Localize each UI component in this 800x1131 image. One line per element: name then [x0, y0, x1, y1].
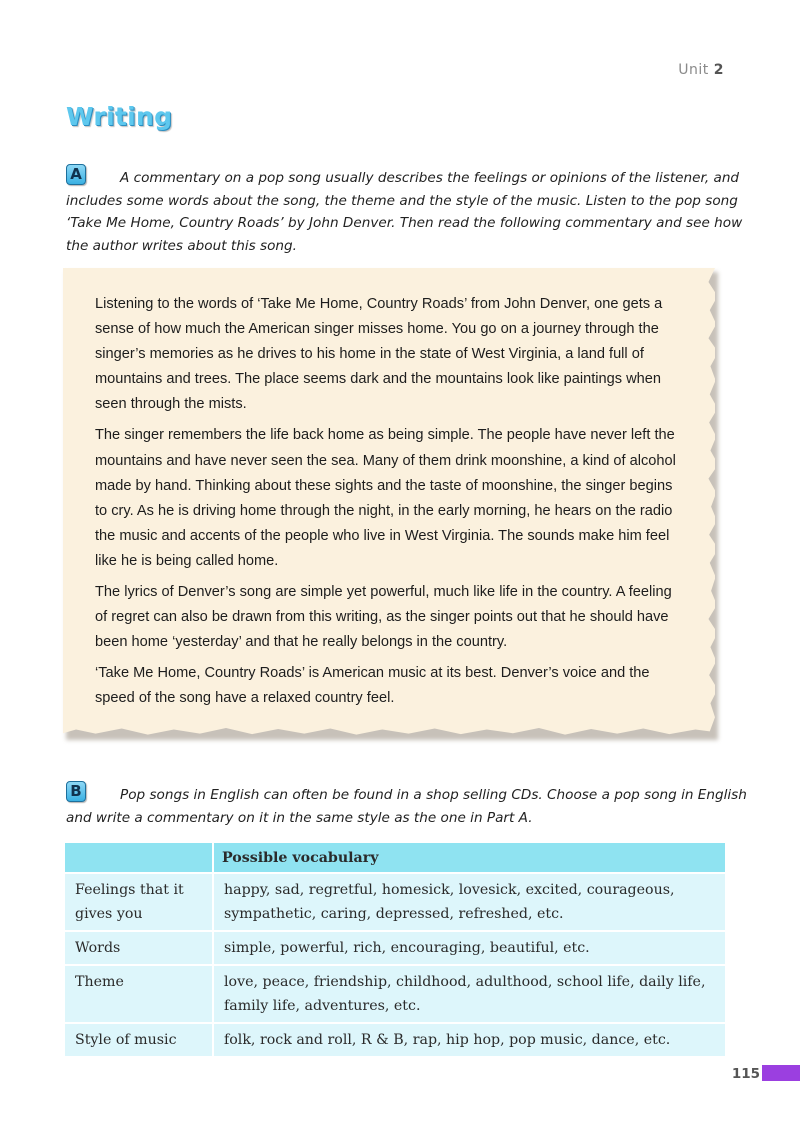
part-a-line-4: the author writes about this song. — [66, 237, 297, 254]
table-row — [65, 873, 725, 931]
row-vocab: love, peace, friendship, childhood, adulthood, school life, daily life, family life, adventures, etc. — [213, 965, 725, 1023]
commentary-paragraph: Listening to the words of ‘Take Me Home, Country Roads’ from John Denver, one gets a sense of how much the American singer misses home. You go on a journey through the singer’s memories as he drives to his home in the state of West Virginia, a land full of mountains and trees. The place seems dark and the mountains look like paintings when seen through the mists. — [95, 296, 663, 413]
row-label: Feelings that it gives you — [65, 873, 213, 931]
unit-label — [678, 62, 724, 78]
part-a-badge: A — [66, 164, 86, 185]
part-b-line-1: Pop songs in English can often be found in a shop selling CDs. Choose a pop song in English — [120, 787, 747, 803]
commentary-text — [95, 292, 685, 718]
row-label: Style of music — [65, 1023, 213, 1056]
unit-word: Unit — [678, 62, 709, 78]
table-header-row — [65, 843, 725, 873]
page-number: 115 — [731, 1066, 760, 1082]
row-label: Words — [65, 931, 213, 965]
page-tab — [762, 1065, 800, 1081]
commentary-paragraph: The singer remembers the life back home as being simple. The people have never left the mountains and have never seen the sea. Many of them drink moonshine, a kind of alcohol made by hand. Thinking about these sights and the taste of moonshine, the singer begins to cry. As he is driving home through the night, in the early morning, he hears on the radio the music and accents of the people who live in West Virginia. The sounds make him feel like he is being called home. — [95, 427, 676, 569]
table-row — [65, 1023, 725, 1056]
table-row — [65, 931, 725, 965]
part-a-line-2: includes some words about the song, the theme and the style of the music. Listen to the pop song — [66, 192, 738, 209]
row-vocab: folk, rock and roll, R & B, rap, hip hop, pop music, dance, etc. — [213, 1023, 725, 1056]
part-b-line-2: and write a commentary on it in the same style as the one in Part A. — [66, 809, 533, 826]
unit-number: 2 — [713, 62, 724, 78]
table-header-vocab: Possible vocabulary — [213, 843, 725, 873]
row-vocab: happy, sad, regretful, homesick, lovesick, excited, courageous, sympathetic, caring, depressed, refreshed, etc. — [213, 873, 725, 931]
table-row — [65, 965, 725, 1023]
commentary-paragraph: ‘Take Me Home, Country Roads’ is American music at its best. Denver’s voice and the speed of the song have a relaxed country feel. — [95, 665, 650, 707]
part-a-instructions — [66, 167, 742, 257]
row-label: Theme — [65, 965, 213, 1023]
row-vocab: simple, powerful, rich, encouraging, beautiful, etc. — [213, 931, 725, 965]
part-b-badge: B — [66, 781, 86, 802]
part-a-line-1: A commentary on a pop song usually describes the feelings or opinions of the listener, and — [120, 170, 740, 186]
part-a-line-3: ‘Take Me Home, Country Roads’ by John Denver. Then read the following commentary and see how — [66, 215, 743, 231]
vocabulary-table — [65, 843, 725, 1056]
section-title: Writing — [66, 102, 173, 131]
table-header-label — [65, 843, 213, 873]
commentary-paragraph: The lyrics of Denver’s song are simple yet powerful, much like life in the country. A feeling of regret can also be drawn from this writing, as the singer points out that he should have been home ‘yesterday’ and that he really belongs in the country. — [95, 584, 672, 651]
part-b-instructions — [66, 784, 747, 829]
